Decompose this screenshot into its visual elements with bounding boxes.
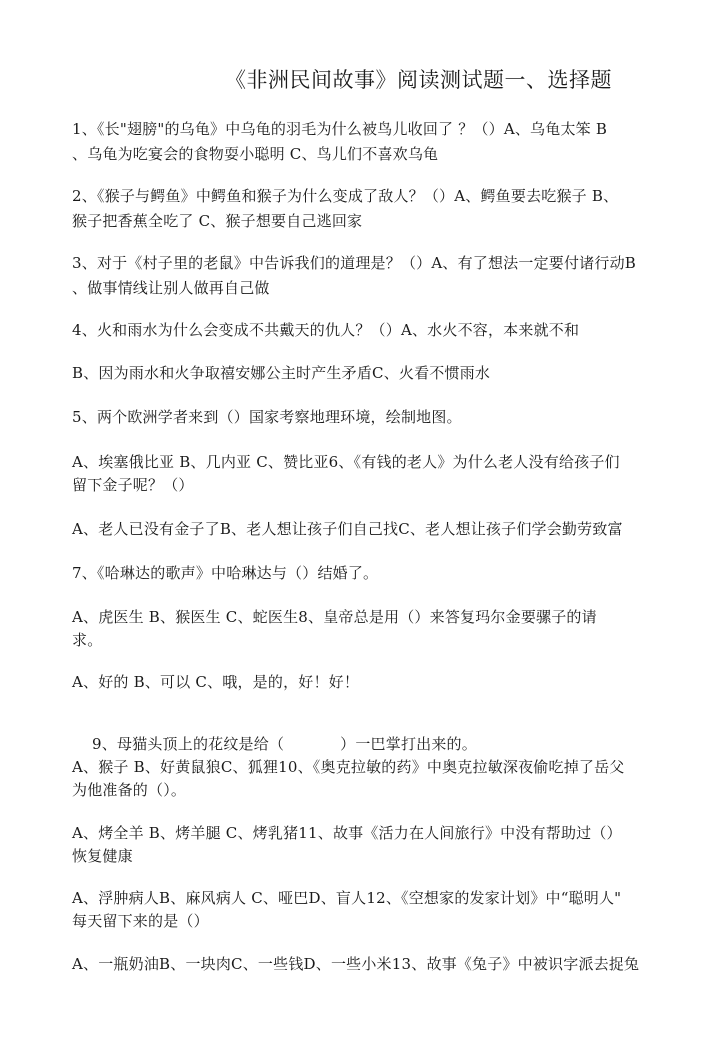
question-12-line-2: 每天留下来的是（） bbox=[72, 912, 209, 930]
question-5-line-1: 5、两个欧洲学者来到（）国家考察地理环境，绘制地图。 bbox=[72, 408, 462, 426]
question-5-6-line: A、埃塞俄比亚 B、几内亚 C、赞比亚6、《有钱的老人》为什么老人没有给孩子们 bbox=[72, 453, 620, 471]
page-title: 《非洲民间故事》阅读测试题一、选择题 bbox=[225, 68, 612, 92]
question-10-line-2: 为他准备的（）。 bbox=[72, 781, 187, 799]
question-1-line-2: 、乌龟为吃宴会的食物耍小聪明 C、鸟儿们不喜欢乌龟 bbox=[72, 145, 439, 163]
question-12-13-line: A、一瓶奶油B、一块肉C、一些钱D、一些小米13、故事《兔子》中被识字派去捉兔 bbox=[72, 955, 640, 973]
question-2-line-1: 2、《猴子与鳄鱼》中鳄鱼和猴子为什么变成了敌人？（）A、鳄鱼要去吃猴子 B、 bbox=[72, 187, 619, 205]
question-8-options: A、好的 B、可以 C、哦，是的，好！好！ bbox=[72, 673, 360, 691]
question-9-10-line: A、猴子 B、好黄鼠狼C、狐狸10、《奥克拉敏的药》中奥克拉敏深夜偷吃掉了岳父 bbox=[72, 758, 625, 776]
question-10-11-line: A、烤全羊 B、烤羊腿 C、烤乳猪11、故事《活力在人间旅行》中没有帮助过（） bbox=[72, 824, 622, 842]
question-9-text-part1: 9、母猫头顶上的花纹是给（ bbox=[92, 735, 285, 753]
question-3-line-1: 3、对于《村子里的老鼠》中告诉我们的道理是？（）A、有了想法一定要付诸行动B bbox=[72, 254, 637, 272]
question-9-line-1 bbox=[92, 733, 477, 754]
question-4-line-2: B、因为雨水和火争取禧安娜公主时产生矛盾C、火看不惯雨水 bbox=[72, 364, 491, 382]
question-2-line-2: 猴子把香蕉全吃了 C、猴子想要自己逃回家 bbox=[72, 212, 363, 230]
question-11-12-line: A、浮肿病人B、麻风病人 C、哑巴D、盲人12、《空想家的发家计划》中“聪明人" bbox=[72, 889, 622, 907]
question-8-line-2: 求。 bbox=[72, 631, 103, 649]
question-3-line-2: 、做事情线让别人做再自己做 bbox=[72, 279, 270, 297]
question-1-line-1: 1、《长"翅膀"的乌龟》中乌龟的羽毛为什么被鸟儿收回了 ？（）A、乌龟太笨 B bbox=[72, 120, 608, 138]
question-11-line-2: 恢复健康 bbox=[72, 847, 133, 865]
question-9-text-part2: ）一巴掌打出来的。 bbox=[340, 735, 477, 753]
question-6-options: A、老人已没有金子了B、老人想让孩子们自己找C、老人想让孩子们学会勤劳致富 bbox=[72, 520, 623, 538]
question-7-8-line: A、虎医生 B、猴医生 C、蛇医生8、皇帝总是用（）来答复玛尔金要骡子的请 bbox=[72, 608, 597, 626]
question-7-line-1: 7、《哈琳达的歌声》中哈琳达与（）结婚了。 bbox=[72, 564, 379, 582]
question-6-line-2: 留下金子呢？（） bbox=[72, 476, 194, 494]
question-4-line-1: 4、火和雨水为什么会变成不共戴天的仇人？（）A、水火不容，本来就不和 bbox=[72, 321, 580, 339]
